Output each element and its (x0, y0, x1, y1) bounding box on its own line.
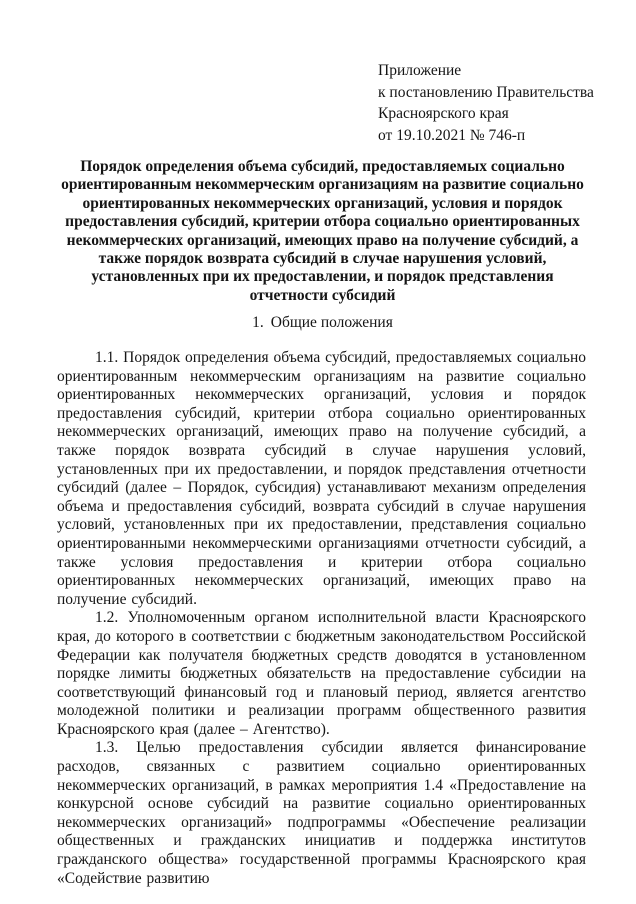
document-title: Порядок определения объема субсидий, предоставляемых социально ориентированным некоммерческим организациям на развитие социально ориентированных некоммерческих организаций, условия и порядок предоставления субсидий, критерии отбора социально ориентированных некоммерческих организаций, имеющих право на получение субсидий, а также порядок возврата субсидий в случае нарушения условий, установленных при их предоставлении, и порядок представления отчетности субсидий (61, 158, 584, 304)
section-title: Общие положения (270, 314, 393, 331)
section-heading (57, 314, 588, 333)
header-line-region: Красноярского края (378, 105, 509, 122)
header-line-appendix: Приложение (378, 62, 462, 79)
document-body (57, 349, 586, 888)
paragraph-1-1: 1.1. Порядок определения объема субсидий, предоставляемых социально ориентированным некоммерческим организациям на развитие социально ориентированных некоммерческих организаций, условия и порядок предоставления субсидий, критерии отбора социально ориентированных некоммерческих организаций, имеющих право на получение субсидий, а также порядок возврата субсидий в случае нарушения условий, установленных при их предоставлении, и порядок представления отчетности субсидий (далее – Порядок, субсидия) устанавливают механизм определения объема и предоставления субсидий, возврата субсидий в случае нарушения условий, установленных при их предоставлении, представления социально ориентированными некоммерческими организациями отчетности субсидий, а также условия предоставления и критерии отбора социально ориентированных некоммерческих организаций, имеющих право на получение субсидий. (57, 349, 586, 608)
document-header (378, 60, 594, 146)
paragraph-1-2: 1.2. Уполномоченным органом исполнительной власти Красноярского края, до которого в соответствии с бюджетным законодательством Российской Федерации как получателя бюджетных средств доводятся в установленном порядке лимиты бюджетных обязательств на предоставление субсидии на соответствующий финансовый год и плановый период, является агентство молодежной политики и реализации программ общественного развития Красноярского края (далее – Агентство). (57, 609, 586, 738)
header-line-resolution: к постановлению Правительства (378, 83, 594, 101)
paragraph-1-3: 1.3. Целью предоставления субсидии является финансирование расходов, связанных с развитием социально ориентированных некоммерческих организаций, в рамках мероприятия 1.4 «Предоставление на конкурсной основе субсидий на развитие социально ориентированных некоммерческих организаций» подпрограммы «Обеспечение реализации общественных и гражданских инициатив и поддержка институтов гражданского общества» государственной программы Красноярского края «Содействие развитию (57, 739, 586, 887)
header-line-date-number: от 19.10.2021 № 746-п (378, 126, 526, 144)
section-number: 1. (252, 314, 264, 331)
